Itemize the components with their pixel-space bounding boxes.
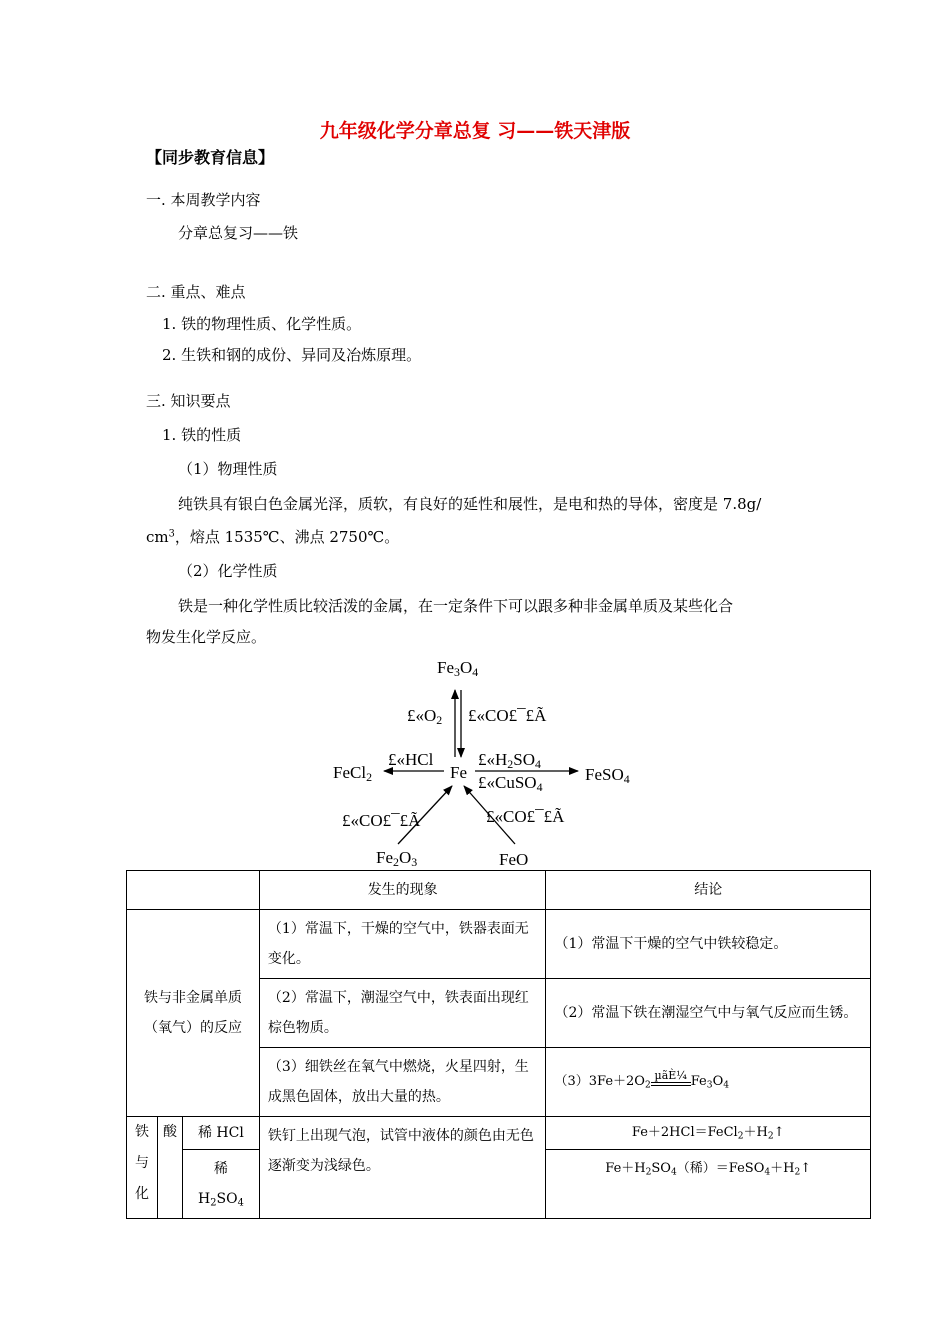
chem-text-line2: 物发生化学反应。 bbox=[146, 628, 267, 646]
h2so4-label: $£«H_2SO_4$ bbox=[478, 750, 541, 771]
sec2-item-2: 2. 生铁和钢的成份、异同及冶炼原理。 bbox=[162, 346, 422, 364]
header-blank bbox=[127, 871, 260, 910]
group2-label-col1: 铁 与 化 bbox=[127, 1117, 158, 1219]
page-title: 九年级化学分章总复 习——铁天津版 bbox=[319, 120, 631, 142]
feo-label: FeO bbox=[499, 850, 529, 869]
row2-phenomenon: （2）常温下，潮湿空气中，铁表面出现红棕色物质。 bbox=[259, 979, 546, 1048]
sec3-sub1: 1. 铁的性质 bbox=[162, 426, 242, 444]
phys-text-line2: $cm^3$，熔点 1535℃、沸点 2750℃。 bbox=[146, 528, 400, 546]
co-right-label: £«CO£¯£Ã bbox=[486, 807, 565, 826]
chem-heading: （2）化学性质 bbox=[178, 562, 278, 580]
reaction-table bbox=[126, 870, 871, 1219]
feso4-label: FeSO$_4$ bbox=[585, 765, 630, 786]
table-row bbox=[127, 1117, 871, 1150]
sec2-heading: 二. 重点、难点 bbox=[146, 283, 246, 301]
acid-eq1: $Fe+2HCl=FeCl_2+H_2↑$ bbox=[546, 1117, 871, 1150]
co-up-label: £«CO£¯£Ã bbox=[468, 706, 547, 725]
fecl2-label: FeCl$_2$ bbox=[333, 763, 373, 784]
header-conclusion: 结论 bbox=[546, 871, 871, 910]
group-label-nonmetal: 铁与非金属单质（氧气）的反应 bbox=[127, 910, 260, 1117]
table-row bbox=[127, 910, 871, 979]
acid2-label: 稀 $H_2SO_4$ bbox=[182, 1150, 259, 1219]
sec3-heading: 三. 知识要点 bbox=[146, 392, 231, 410]
group2-label-col2: 酸 bbox=[157, 1117, 182, 1219]
acid1-label: 稀 HCl bbox=[182, 1117, 259, 1150]
row1-conclusion: （1）常温下干燥的空气中铁较稳定。 bbox=[546, 910, 871, 979]
hcl-label: £«HCl bbox=[388, 750, 434, 769]
header-phenomenon: 发生的现象 bbox=[259, 871, 546, 910]
o2-label: $£«O_2$ bbox=[407, 706, 443, 727]
fe2o3-label: $Fe_2O_3$ bbox=[376, 848, 418, 869]
co-left-label: £«CO£¯£Ã bbox=[342, 811, 421, 830]
sec1-content: 分章总复习——铁 bbox=[178, 224, 299, 242]
acid-eq2: $Fe+H_2SO_4$（稀）$=FeSO_4+H_2↑$ bbox=[546, 1150, 871, 1219]
phys-heading: （1）物理性质 bbox=[178, 460, 278, 478]
reaction-condition: µãÈ¼ bbox=[651, 1070, 691, 1094]
fe-label: Fe bbox=[450, 763, 467, 782]
table-header-row bbox=[127, 871, 871, 910]
section-tag: 【同步教育信息】 bbox=[146, 148, 275, 167]
fe3o4-label: $Fe_3O_4$ bbox=[437, 658, 479, 679]
phys-text-line1: 纯铁具有银白色金属光泽，质软，有良好的延性和展性，是电和热的导体，密度是 7.8g/ bbox=[178, 495, 762, 513]
sec2-item-1: 1. 铁的物理性质、化学性质。 bbox=[162, 315, 362, 333]
acid-phenomenon: 铁钉上出现气泡，试管中液体的颜色由无色逐渐变为浅绿色。 bbox=[259, 1117, 546, 1219]
chem-text-line1: 铁是一种化学性质比较活泼的金属，在一定条件下可以跟多种非金属单质及某些化合 bbox=[178, 597, 734, 615]
row3-conclusion: $(3)3Fe+2O_2$ µãÈ¼ $Fe_3O_4$ bbox=[546, 1048, 871, 1117]
sec1-heading: 一. 本周教学内容 bbox=[146, 191, 261, 209]
row2-conclusion: （2）常温下铁在潮湿空气中与氧气反应而生锈。 bbox=[546, 979, 871, 1048]
row3-phenomenon: （3）细铁丝在氧气中燃烧，火星四射，生成黑色固体，放出大量的热。 bbox=[259, 1048, 546, 1117]
row1-phenomenon: （1）常温下，干燥的空气中，铁器表面无变化。 bbox=[259, 910, 546, 979]
cuso4-label: £«CuSO$_4$ bbox=[478, 773, 543, 794]
